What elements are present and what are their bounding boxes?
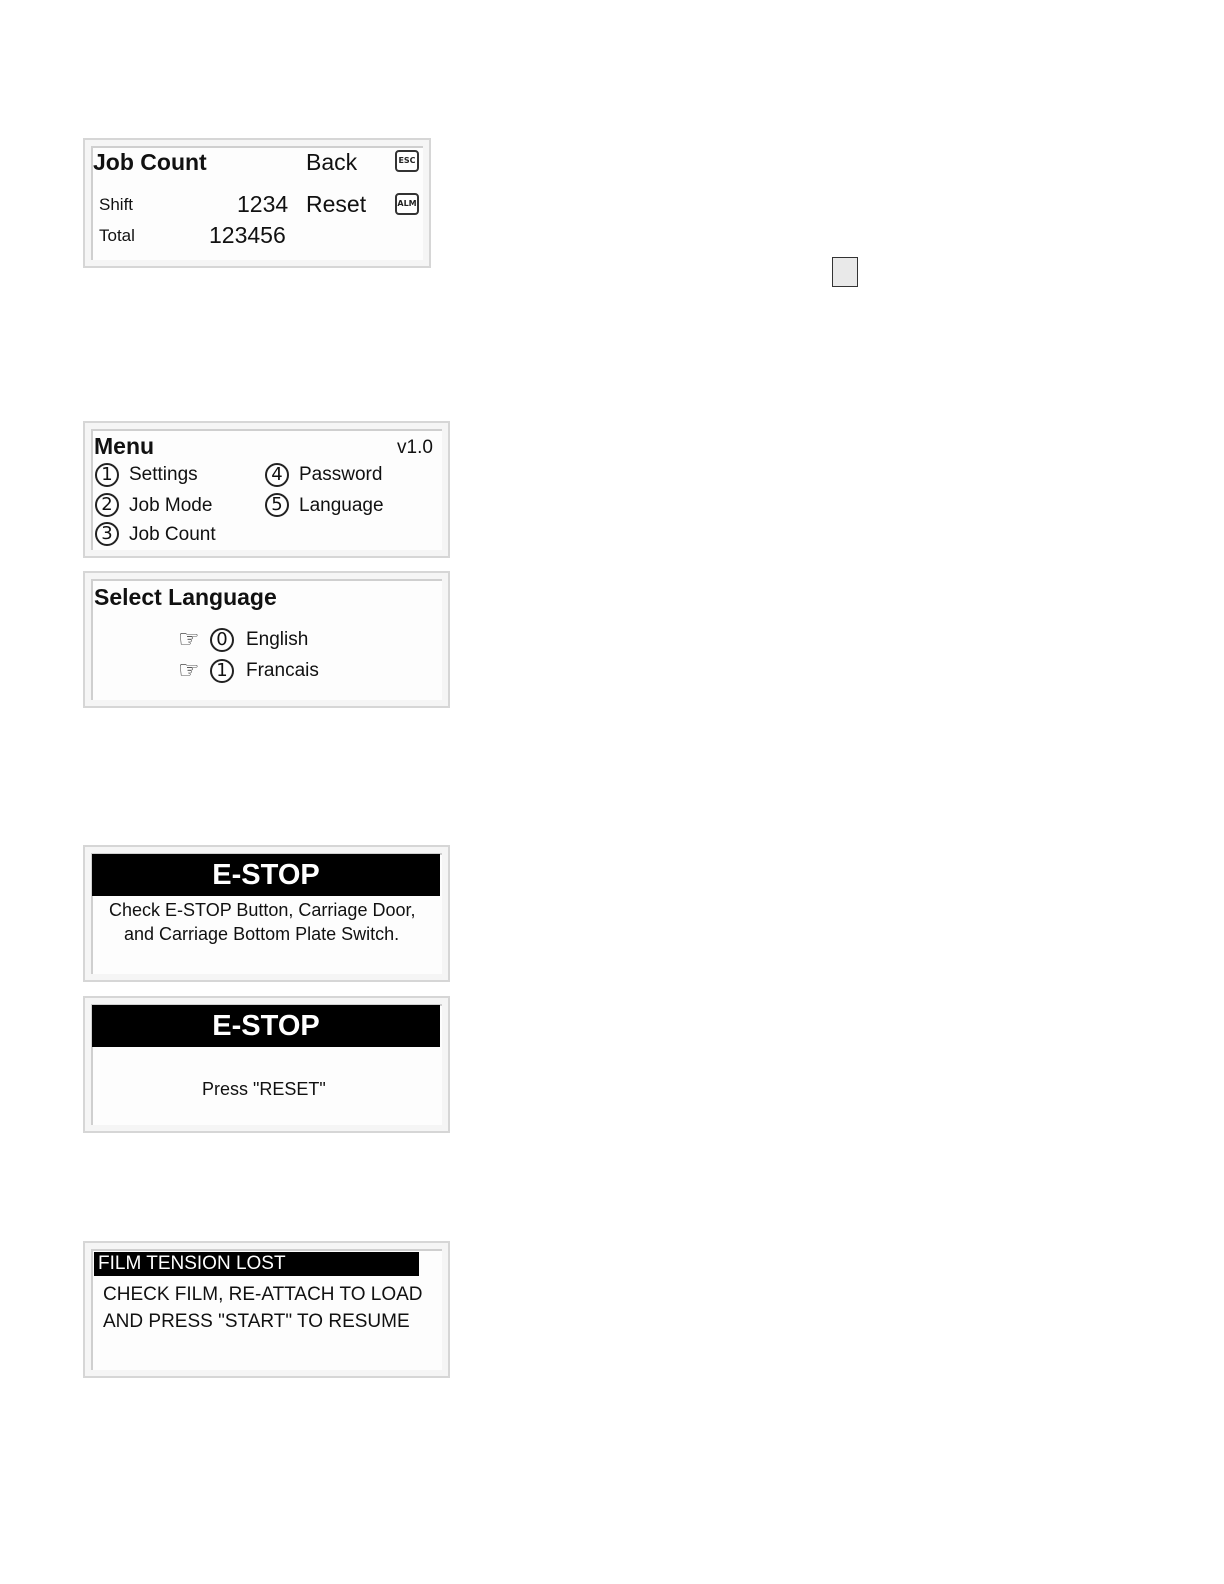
language-option-francais[interactable]: Francais — [246, 660, 319, 681]
estop-header: E-STOP — [92, 1005, 440, 1047]
back-label: Back — [306, 149, 358, 175]
estop-reset-screen — [83, 996, 450, 1133]
language-option-english[interactable]: English — [246, 629, 309, 650]
pointing-hand-icon: ☞ — [178, 656, 200, 684]
pointing-hand-icon: ☞ — [178, 625, 200, 653]
job-count-screen — [83, 138, 431, 268]
shift-label: Shift — [99, 195, 134, 214]
menu-item-password[interactable]: Password — [299, 464, 383, 485]
estop-header: E-STOP — [92, 854, 440, 896]
estop-reset-message: Press "RESET" — [202, 1079, 326, 1099]
film-tension-line-2: AND PRESS "START" TO RESUME — [103, 1311, 410, 1332]
menu-item-job-mode[interactable]: Job Mode — [129, 495, 213, 516]
version-label: v1.0 — [397, 437, 433, 458]
job-count-title: Job Count — [93, 149, 207, 175]
option-number-0-icon: 0 — [210, 628, 234, 652]
menu-number-3-icon: 3 — [95, 522, 119, 546]
menu-number-4-icon: 4 — [265, 463, 289, 487]
estop-check-line-1: Check E-STOP Button, Carriage Door, — [109, 900, 416, 920]
alm-key-icon[interactable]: ALM — [395, 193, 419, 215]
film-tension-screen — [83, 1241, 450, 1378]
film-tension-line-1: CHECK FILM, RE-ATTACH TO LOAD — [103, 1284, 423, 1305]
shift-value: 1234 — [237, 191, 289, 217]
menu-item-job-count[interactable]: Job Count — [129, 524, 216, 545]
estop-check-screen — [83, 845, 450, 982]
menu-screen — [83, 421, 450, 558]
menu-title: Menu — [94, 433, 155, 459]
menu-number-1-icon: 1 — [95, 463, 119, 487]
select-language-screen — [83, 571, 450, 708]
checkbox[interactable] — [832, 257, 858, 287]
select-language-title: Select Language — [94, 584, 277, 610]
menu-number-2-icon: 2 — [95, 493, 119, 517]
estop-check-line-2: and Carriage Bottom Plate Switch. — [124, 924, 400, 944]
menu-item-settings[interactable]: Settings — [129, 464, 198, 485]
reset-label: Reset — [306, 191, 367, 217]
esc-key-icon[interactable]: ESC — [395, 150, 419, 172]
menu-number-5-icon: 5 — [265, 493, 289, 517]
total-value: 123456 — [209, 222, 286, 248]
film-tension-header: FILM TENSION LOST — [94, 1252, 419, 1276]
option-number-1-icon: 1 — [210, 659, 234, 683]
total-label: Total — [99, 226, 135, 245]
menu-item-language[interactable]: Language — [299, 495, 384, 516]
